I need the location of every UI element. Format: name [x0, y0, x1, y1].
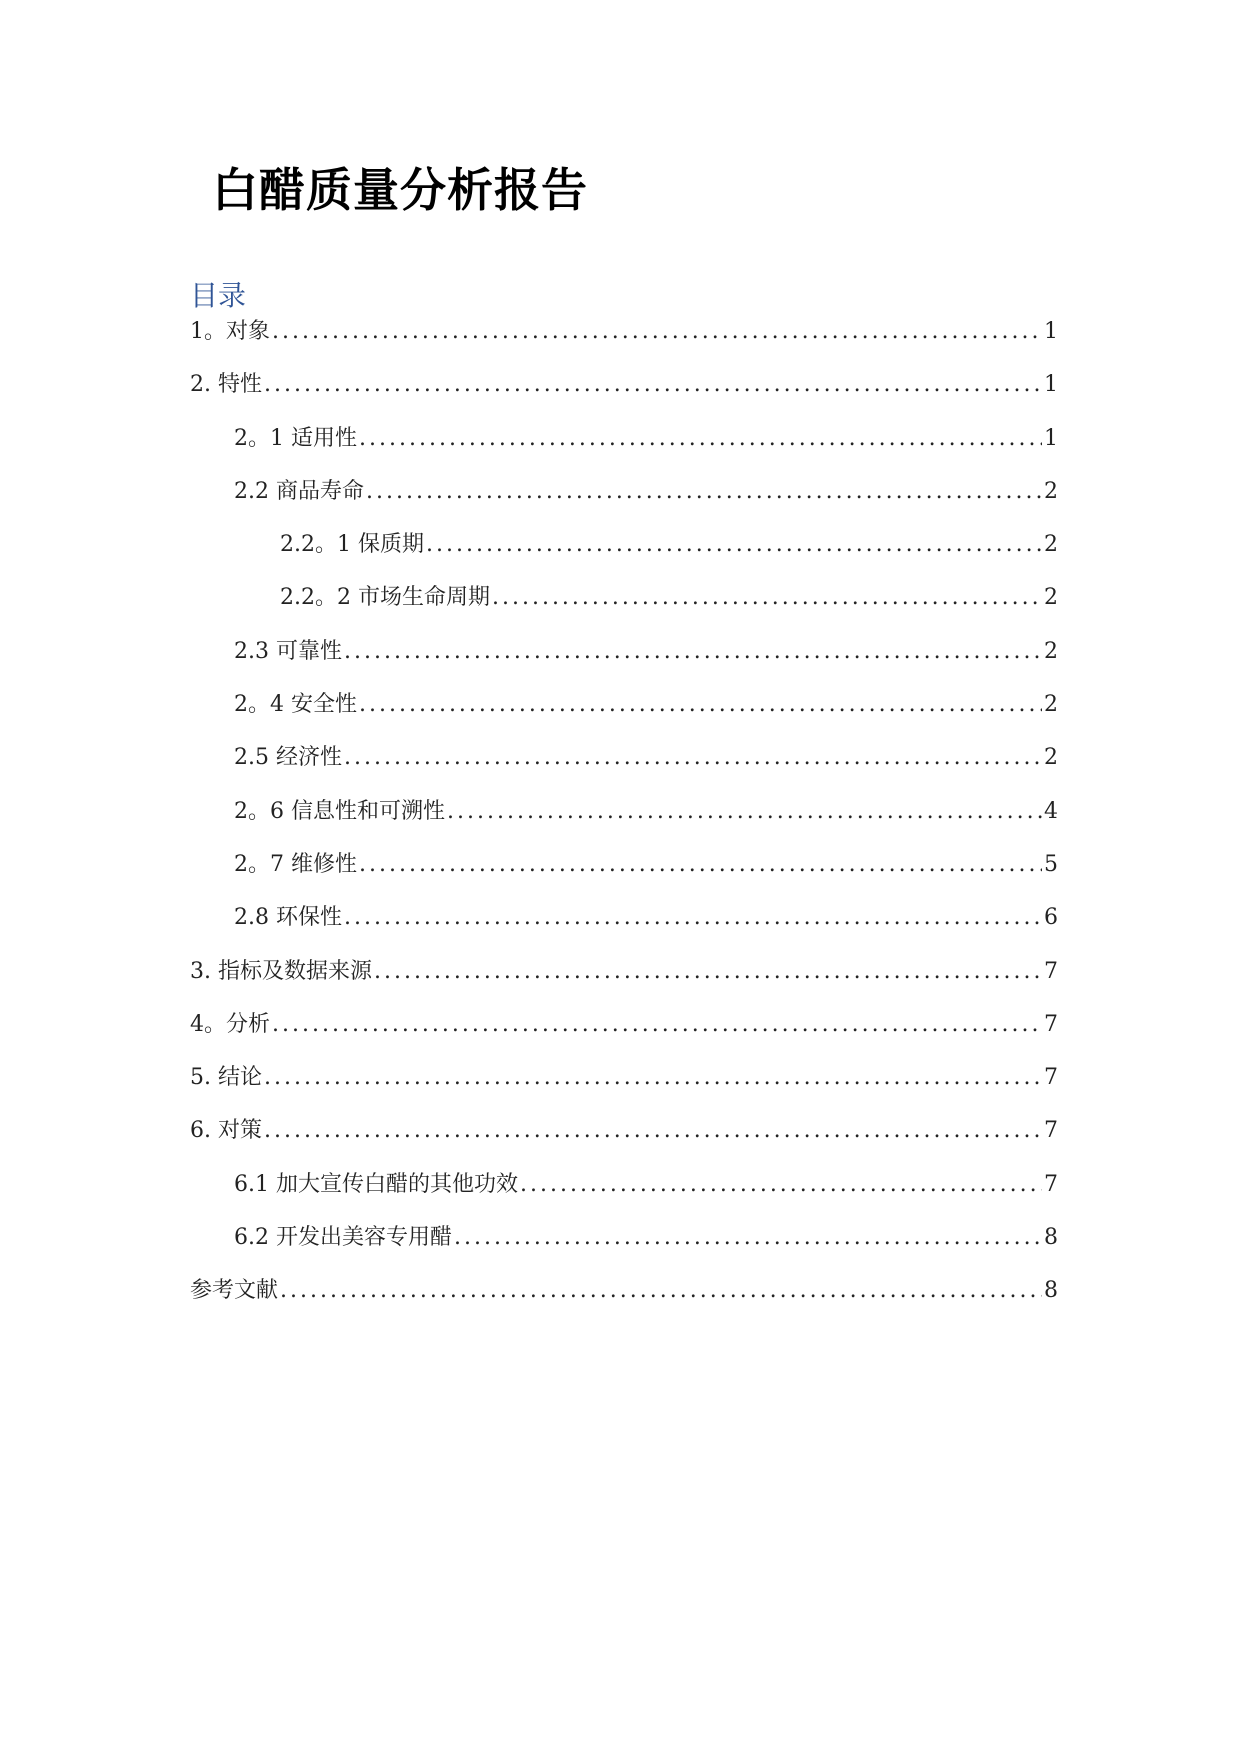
toc-entry-label: 6.2 开发出美容专用醋 [234, 1225, 452, 1251]
dot-leader [359, 849, 1042, 881]
toc-entry-page: 2 [1044, 638, 1058, 664]
toc-entry-6[interactable] [190, 1115, 1058, 1168]
toc-entry-label: 2.2。1 保质期 [280, 532, 424, 558]
dot-leader [492, 582, 1042, 614]
table-of-contents [190, 316, 1058, 1329]
toc-entry-page: 7 [1044, 1118, 1058, 1144]
toc-entry-2-3[interactable] [190, 636, 1058, 689]
dot-leader [359, 689, 1042, 721]
toc-entry-6-2[interactable] [190, 1222, 1058, 1275]
toc-entry-label: 2。1 适用性 [234, 425, 357, 451]
toc-entry-page: 1 [1044, 319, 1058, 344]
dot-leader [264, 1062, 1042, 1094]
toc-entry-page: 2 [1044, 478, 1058, 504]
toc-entry-2-5[interactable] [190, 742, 1058, 795]
dot-leader [426, 529, 1042, 561]
toc-entry-page: 5 [1044, 851, 1058, 877]
dot-leader [272, 316, 1042, 348]
dot-leader [344, 742, 1042, 774]
dot-leader [344, 902, 1042, 934]
toc-entry-label: 1。对象 [190, 319, 270, 344]
dot-leader [374, 956, 1042, 988]
dot-leader [344, 636, 1042, 668]
toc-entry-label: 2.2。2 市场生命周期 [280, 585, 490, 611]
toc-entry-page: 2 [1044, 585, 1058, 611]
dot-leader [280, 1275, 1042, 1307]
toc-entry-2-1[interactable] [190, 423, 1058, 476]
toc-entry-page: 7 [1044, 1011, 1058, 1037]
dot-leader [272, 1009, 1042, 1041]
toc-entry-label: 6.1 加大宣传白醋的其他功效 [234, 1171, 518, 1197]
toc-entry-label: 2.5 经济性 [234, 745, 342, 771]
toc-entry-label: 3. 指标及数据来源 [190, 958, 372, 984]
toc-entry-page: 8 [1044, 1278, 1058, 1304]
toc-entry-page: 7 [1044, 1065, 1058, 1091]
toc-entry-5[interactable] [190, 1062, 1058, 1115]
toc-heading: 目录 [190, 279, 247, 312]
toc-entry-page: 2 [1044, 532, 1058, 558]
dot-leader [366, 476, 1042, 508]
toc-entry-page: 1 [1044, 372, 1058, 398]
toc-entry-2[interactable] [190, 369, 1058, 422]
toc-entry-page: 2 [1044, 745, 1058, 771]
toc-entry-references[interactable] [190, 1275, 1058, 1328]
dot-leader [447, 796, 1042, 828]
toc-entry-label: 5. 结论 [190, 1065, 262, 1091]
toc-entry-2-8[interactable] [190, 902, 1058, 955]
toc-entry-label: 2.2 商品寿命 [234, 478, 364, 504]
toc-entry-page: 6 [1044, 905, 1058, 931]
toc-entry-1[interactable] [190, 316, 1058, 369]
toc-entry-6-1[interactable] [190, 1169, 1058, 1222]
dot-leader [520, 1169, 1042, 1201]
toc-entry-label: 6. 对策 [190, 1118, 262, 1144]
toc-entry-page: 8 [1044, 1225, 1058, 1251]
toc-entry-label: 2.8 环保性 [234, 905, 342, 931]
toc-entry-page: 7 [1044, 1171, 1058, 1197]
toc-entry-label: 2。4 安全性 [234, 692, 357, 718]
toc-entry-page: 4 [1044, 798, 1058, 824]
toc-entry-4[interactable] [190, 1009, 1058, 1062]
toc-entry-label: 2。7 维修性 [234, 851, 357, 877]
dot-leader [264, 369, 1042, 401]
toc-entry-label: 2. 特性 [190, 372, 262, 398]
toc-entry-page: 7 [1044, 958, 1058, 984]
document-title: 白醋质量分析报告 [212, 163, 588, 217]
toc-entry-2-7[interactable] [190, 849, 1058, 902]
toc-entry-2-2[interactable] [190, 476, 1058, 529]
toc-entry-label: 2.3 可靠性 [234, 638, 342, 664]
toc-entry-label: 2。6 信息性和可溯性 [234, 798, 445, 824]
toc-entry-2-2-1[interactable] [190, 529, 1058, 582]
dot-leader [264, 1115, 1042, 1147]
toc-entry-3[interactable] [190, 956, 1058, 1009]
dot-leader [454, 1222, 1042, 1254]
toc-entry-2-2-2[interactable] [190, 582, 1058, 635]
toc-entry-page: 2 [1044, 692, 1058, 718]
toc-entry-label: 参考文献 [190, 1278, 279, 1304]
toc-entry-2-4[interactable] [190, 689, 1058, 742]
toc-entry-2-6[interactable] [190, 796, 1058, 849]
dot-leader [359, 423, 1042, 455]
toc-entry-page: 1 [1044, 425, 1058, 451]
toc-entry-label: 4。分析 [190, 1011, 270, 1037]
